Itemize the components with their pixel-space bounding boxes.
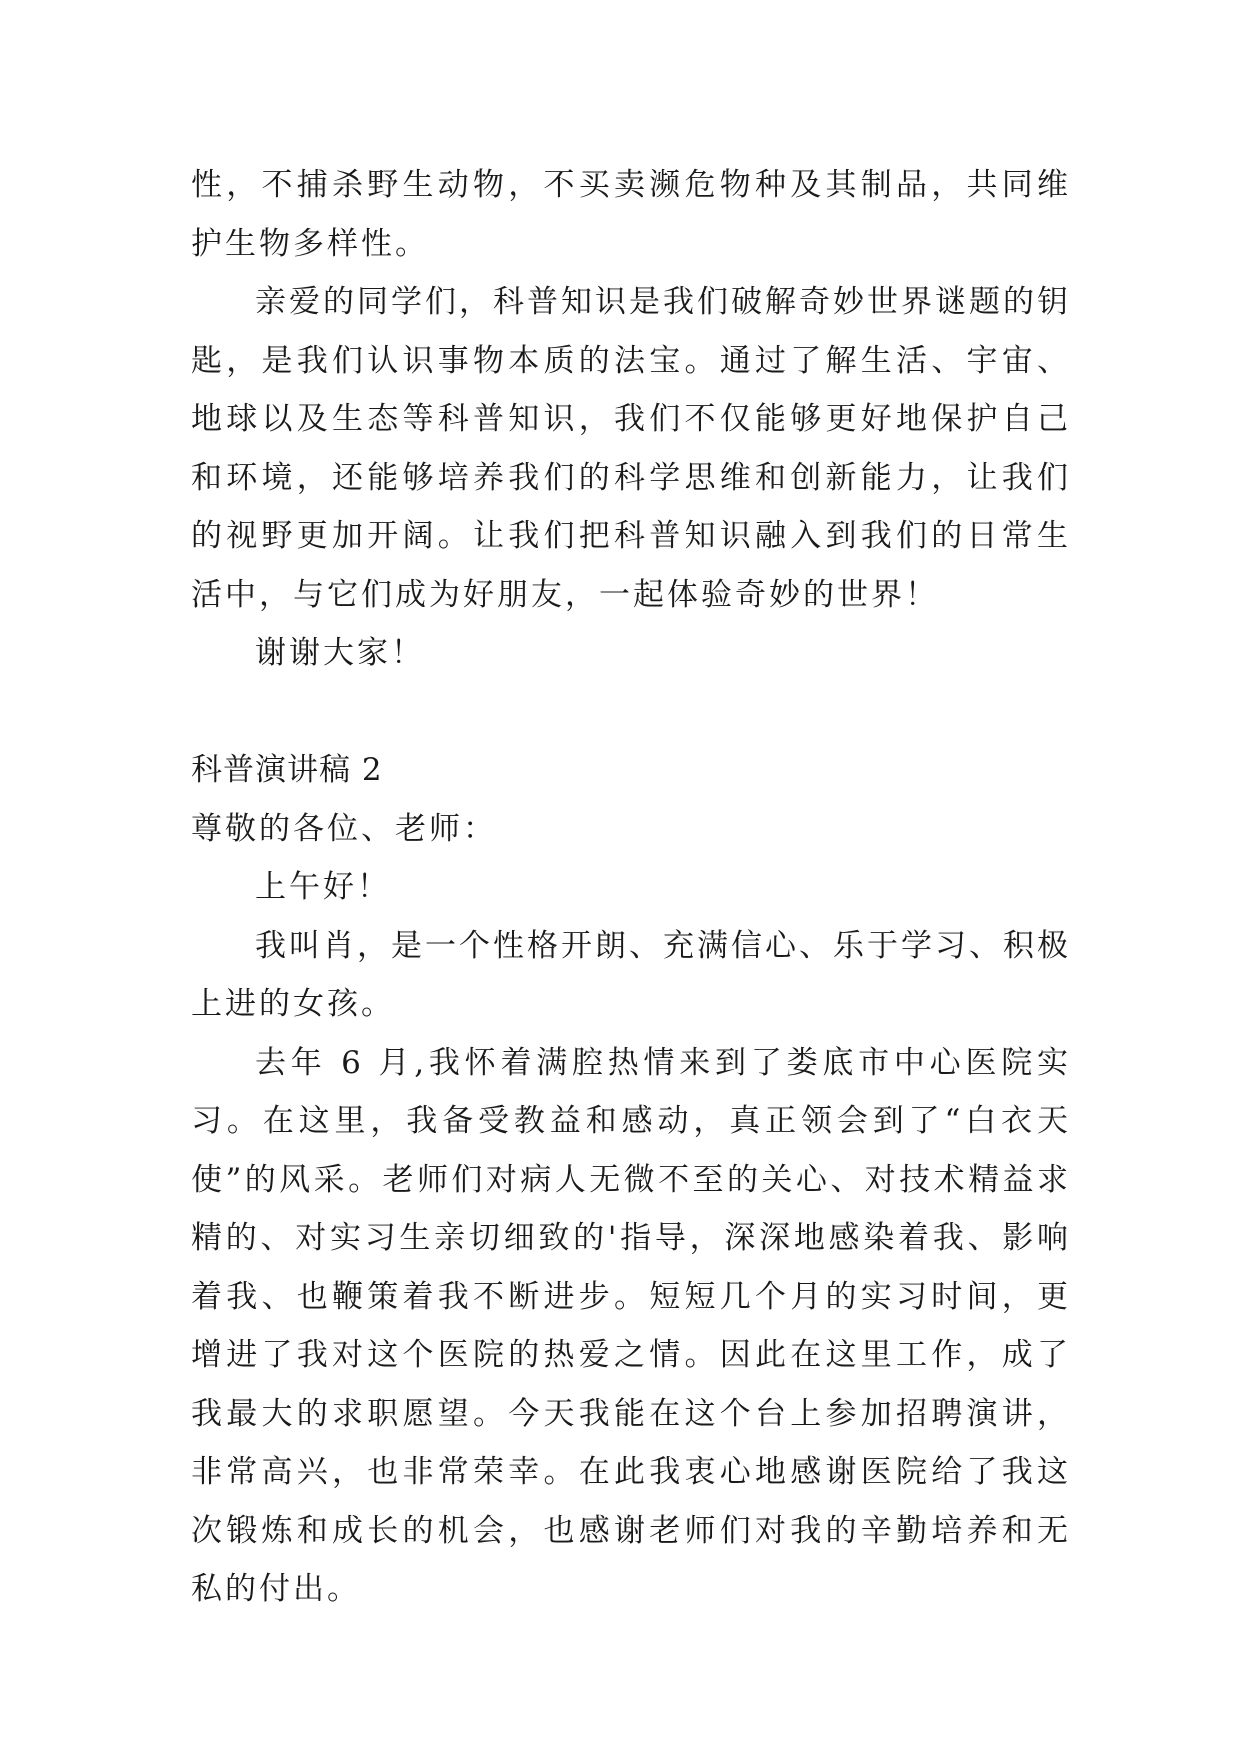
paragraph-continued: 性，不捕杀野生动物，不买卖濒危物种及其制品，共同维护生物多样性。: [191, 167, 1071, 262]
salutation: 尊敬的各位、老师：: [191, 810, 497, 847]
section-title: 科普演讲稿 2: [191, 752, 383, 788]
paragraph-thanks: 谢谢大家！: [255, 635, 425, 671]
paragraph-greeting: 上午好！: [255, 869, 391, 905]
paragraph-closing: 亲爱的同学们，科普知识是我们破解奇妙世界谜题的钥匙，是我们认识事物本质的法宝。通过了解生活、宇宙、地球以及生态等科普知识，我们不仅能够更好地保护自己和环境，还能够培养我们的科学思维和创新能力，让我们的视野更加开阔。让我们把科普知识融入到我们的日常生活中，与它们成为好朋友，一起体验奇妙的世界！: [191, 284, 1071, 613]
paragraph-intro: 我叫肖，是一个性格开朗、充满信心、乐于学习、积极上进的女孩。: [191, 927, 1071, 1022]
document-body: [191, 156, 1071, 1619]
paragraph-internship: 去年 6 月,我怀着满腔热情来到了娄底市中心医院实习。在这里，我备受教益和感动，真正领会到了“白衣天使”的风采。老师们对病人无微不至的关心、对技术精益求精的、对实习生亲切细致的'指导，深深地感染着我、影响着我、也鞭策着我不断进步。短短几个月的实习时间，更增进了我对这个医院的热爱之情。因此在这里工作，成了我最大的求职愿望。今天我能在这个台上参加招聘演讲，非常高兴，也非常荣幸。在此我衷心地感谢医院给了我这次锻炼和成长的机会，也感谢老师们对我的辛勤培养和无私的付出。: [191, 1044, 1071, 1607]
